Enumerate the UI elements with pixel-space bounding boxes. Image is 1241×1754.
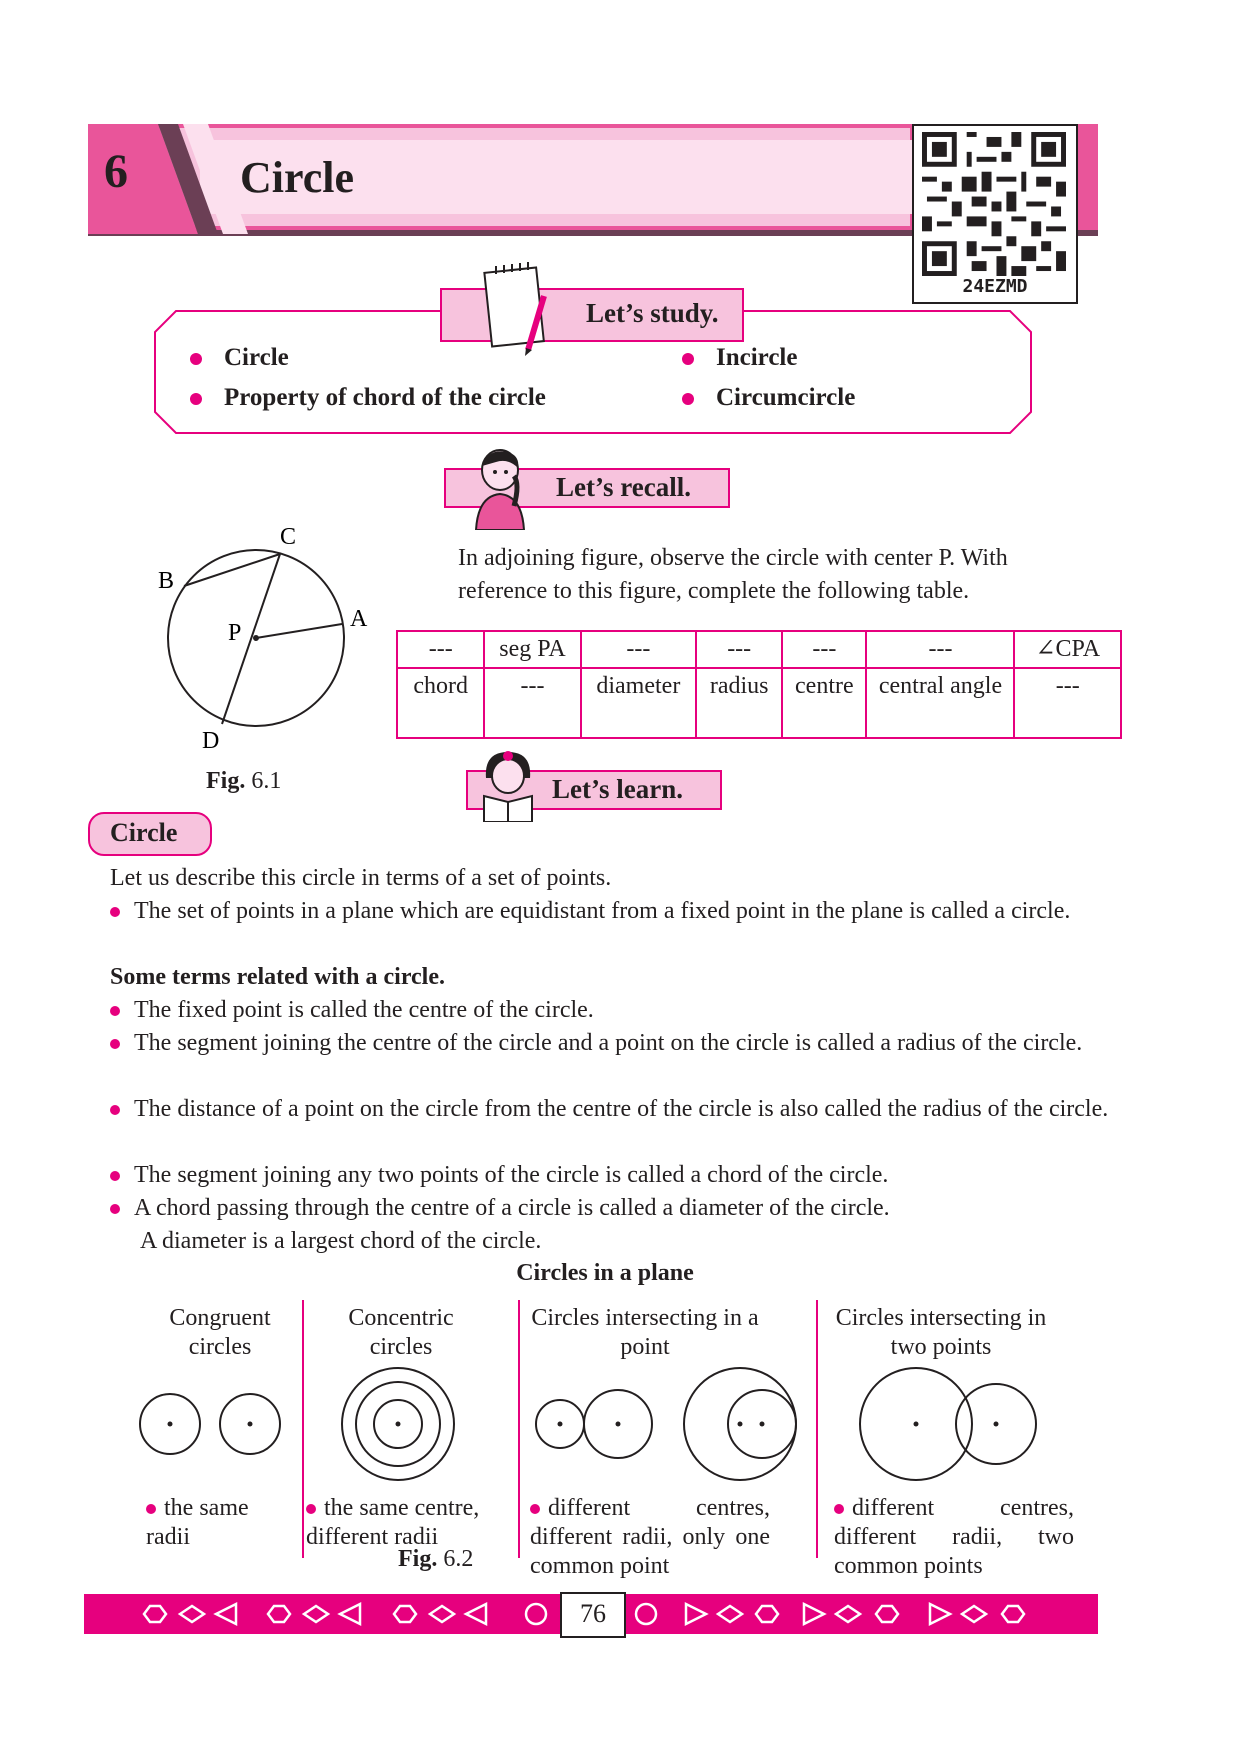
section-intro: Let us describe this circle in terms of a set of points. [110,865,612,891]
point-label-p: P [228,620,242,646]
study-item: Circle [190,344,289,372]
terms-heading: Some terms related with a circle. [110,964,446,990]
qr-code-label: 24EZMD [962,276,1028,297]
figure-6-2-caption: Fig. 6.2 [398,1546,474,1572]
column-title-congruent: Congruent circles [169,1305,271,1360]
point-label-b: B [158,568,175,594]
point-label-d: D [202,728,220,754]
table-cell: --- [484,668,580,738]
column-note-congruent: the same radii [146,1495,249,1550]
recall-label: Let’s recall. [556,472,691,502]
table-cell: --- [866,631,1014,668]
table-cell: ∠CPA [1014,631,1121,668]
chapter-number: 6 [104,145,128,198]
bullet-icon [110,907,120,917]
footer-ornaments-right [632,1598,1032,1630]
study-item: Property of chord of the circle [190,384,546,412]
bullet-icon [146,1504,156,1514]
column-title-two-points: Circles intersecting in two points [835,1305,1047,1360]
chapter-title: Circle [240,153,355,202]
table-cell: diameter [581,668,697,738]
term-item: The fixed point is called the centre of the circle. [110,994,1130,1027]
study-item: Circumcircle [682,384,855,412]
bullet-icon [110,1204,120,1214]
definition-item: The set of points in a plane which are equidistant from a fixed point in the plane is called a circle. [110,895,1130,928]
table-row [397,668,1121,738]
bullet-icon [190,393,202,405]
figure-6-1-caption: Fig. 6.1 [206,768,282,794]
column-note-concentric: the same centre, different radii [306,1495,480,1550]
bullet-icon [306,1504,316,1514]
bullet-icon [682,353,694,365]
term-item: A chord passing through the centre of a circle is called a diameter of the circle. [110,1192,1130,1225]
learn-label: Let’s learn. [552,774,683,804]
term-item: The segment joining the centre of the circle and a point on the circle is called a radius of the circle. [110,1027,1130,1060]
bullet-icon [682,393,694,405]
table-cell: chord [397,668,484,738]
recall-table [396,630,1122,739]
section-title: Circle [110,818,178,847]
term-item: The segment joining any two points of the circle is called a chord of the circle. [110,1159,1130,1192]
table-cell: centre [782,668,866,738]
column-note-two-points: different centres, different radii, two common points [834,1495,1074,1579]
column-note-one-point: different centres, different radii, only one common point [530,1495,770,1579]
table-cell: radius [696,668,782,738]
bullet-icon [190,353,202,365]
table-cell: central angle [866,668,1014,738]
bullet-icon [530,1504,540,1514]
table-cell: --- [1014,668,1121,738]
page-number: 76 [560,1592,626,1638]
point-label-a: A [350,606,368,632]
figure-6-2-circles [120,1360,1100,1490]
bullet-icon [110,1105,120,1115]
bullet-icon [110,1039,120,1049]
planes-heading: Circles in a plane [516,1260,694,1286]
point-label-c: C [280,524,297,550]
study-label: Let’s study. [586,298,719,328]
notepad-icon [478,256,570,356]
table-cell: seg PA [484,631,580,668]
table-row [397,631,1121,668]
reading-girl-icon [476,748,540,822]
term-item-continued: A diameter is a largest chord of the circle. [140,1228,542,1254]
footer-ornaments-left [140,1598,560,1630]
table-cell: --- [782,631,866,668]
qr-code-icon [922,132,1066,276]
study-item: Incircle [682,344,797,372]
bullet-icon [110,1006,120,1016]
table-cell: --- [696,631,782,668]
bullet-icon [110,1171,120,1181]
table-cell: --- [581,631,697,668]
bullet-icon [834,1504,844,1514]
table-cell: --- [397,631,484,668]
column-title-one-point: Circles intersecting in a point [531,1305,759,1360]
figure-6-1-circle [150,524,380,760]
column-title-concentric: Concentric circles [348,1305,454,1360]
recall-instructions: In adjoining figure, observe the circle with center P. With reference to this figure, complete the following table. [458,545,1008,604]
term-item: The distance of a point on the circle from the centre of the circle is also called the radius of the circle. [110,1093,1130,1126]
thinking-boy-icon [468,446,532,530]
